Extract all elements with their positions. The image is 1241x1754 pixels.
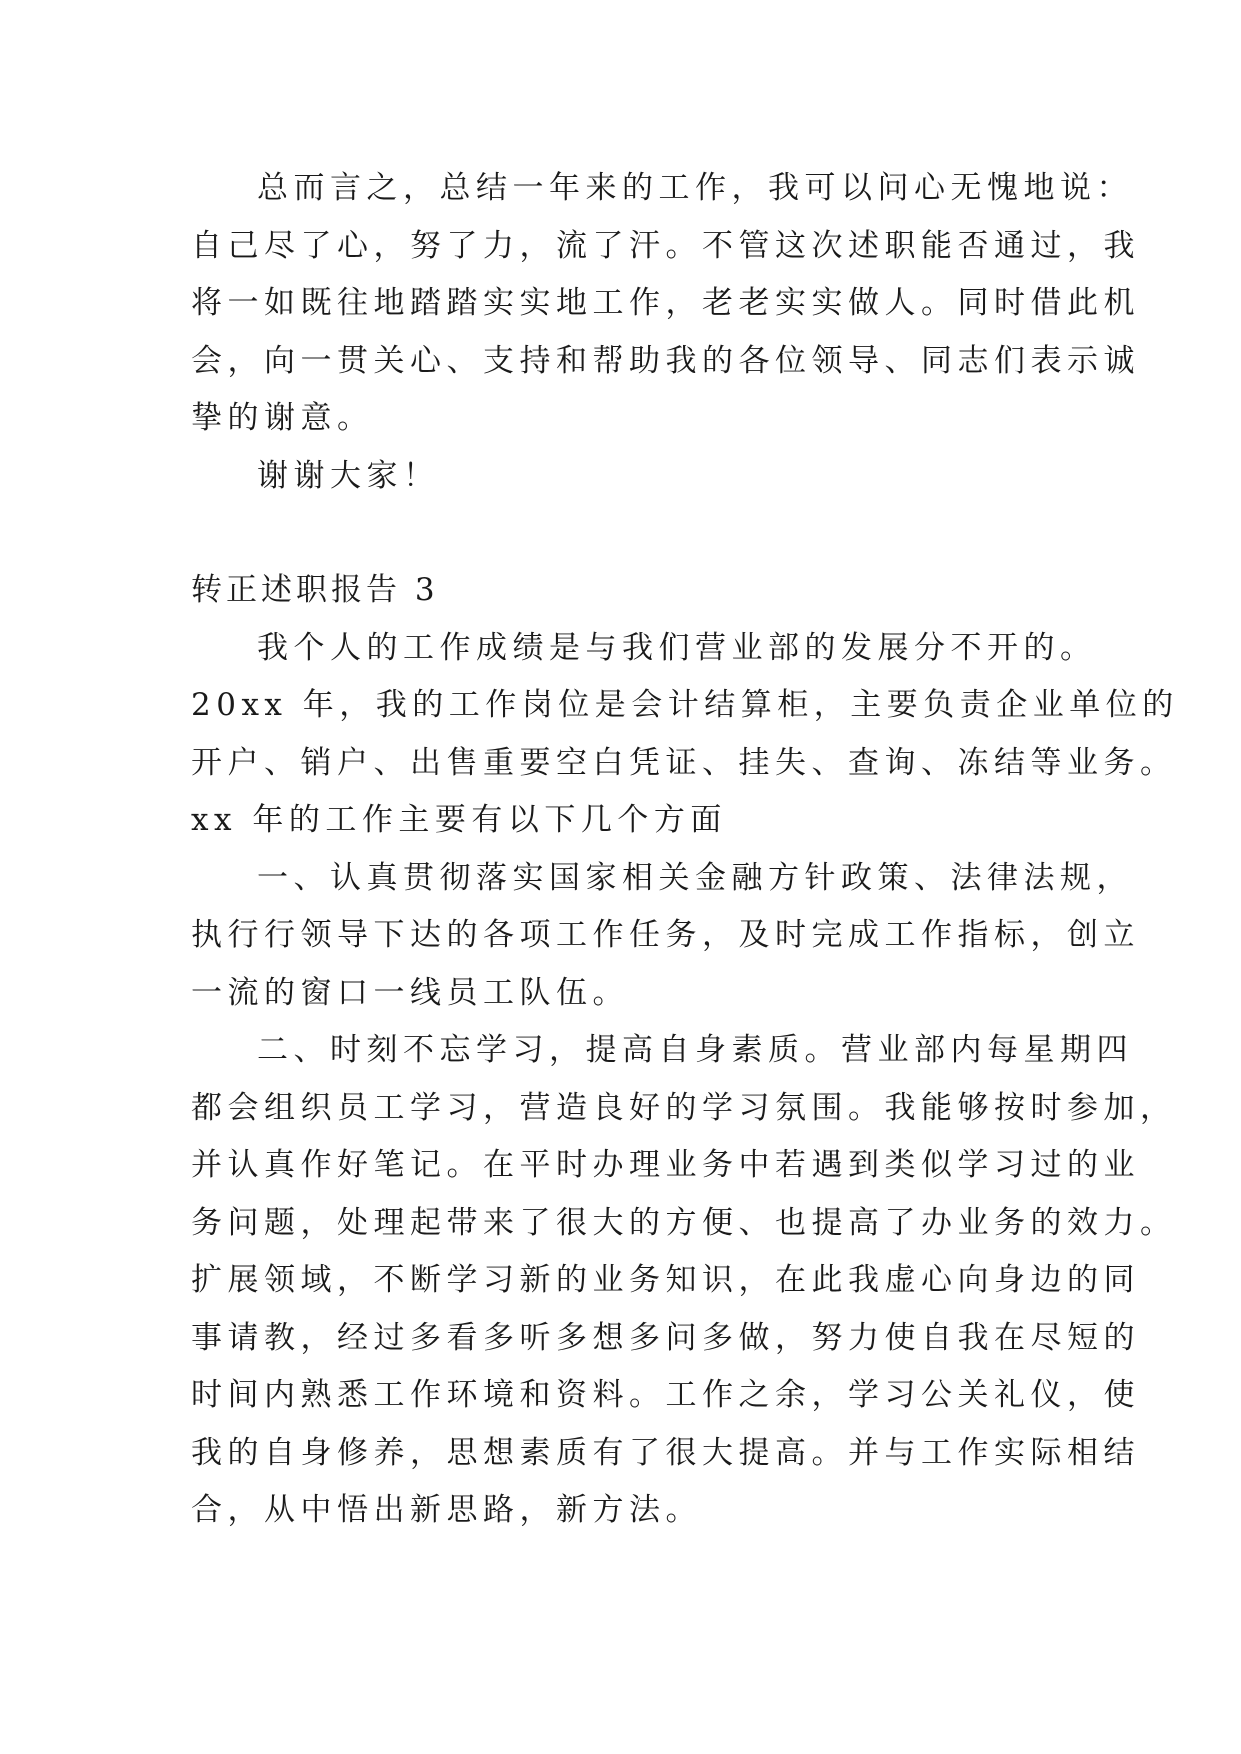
paragraph-conclusion [191,160,1140,448]
paragraph-intro [191,620,1179,850]
text-line: 一流的窗口一线员工队伍。 [191,974,629,1011]
text-line: 并认真作好笔记。在平时办理业务中若遇到类似学习过的业 [191,1147,1140,1183]
text-line: 20xx 年，我的工作岗位是会计结算柜，主要负责企业单位的 [191,687,1179,723]
section-spacer [191,505,1051,562]
text-line: 合，从中悟出新思路，新方法。 [191,1492,702,1528]
text-line: 时间内熟悉工作环境和资料。工作之余，学习公关礼仪，使 [191,1377,1140,1413]
text-line: 一、认真贯彻落实国家相关金融方针政策、法律法规， [257,859,1133,896]
text-line: 自己尽了心，努了力，流了汗。不管这次述职能否通过，我 [191,227,1140,264]
paragraph-point-1 [191,850,1140,1023]
text-line: xx 年的工作主要有以下几个方面 [191,802,727,838]
text-line: 总而言之，总结一年来的工作，我可以问心无愧地说： [257,170,1133,206]
document-body [191,160,1179,1540]
text-line: 我个人的工作成绩是与我们营业部的发展分不开的。 [257,629,1097,666]
text-line: 我的自身修养，思想素质有了很大提高。并与工作实际相结 [191,1434,1140,1471]
paragraph-point-2 [191,1022,1177,1540]
closing-thanks: 谢谢大家！ [257,457,440,494]
text-line: 开户、销户、出售重要空白凭证、挂失、查询、冻结等业务。 [191,744,1177,781]
section-heading: 转正述职报告 3 [191,572,439,608]
text-line: 都会组织员工学习，营造良好的学习氛围。我能够按时参加， [191,1089,1177,1126]
text-line: 会，向一贯关心、支持和帮助我的各位领导、同志们表示诚 [191,342,1140,379]
text-line: 务问题，处理起带来了很大的方便、也提高了办业务的效力。 [191,1204,1177,1241]
text-line: 执行行领导下达的各项工作任务，及时完成工作指标，创立 [191,917,1140,953]
text-line: 将一如既往地踏踏实实地工作，老老实实做人。同时借此机 [191,285,1140,321]
text-line: 挚的谢意。 [191,400,374,436]
text-line: 扩展领域，不断学习新的业务知识，在此我虚心向身边的同 [191,1262,1140,1298]
text-line: 事请教，经过多看多听多想多问多做，努力使自我在尽短的 [191,1319,1140,1356]
text-line: 二、时刻不忘学习，提高自身素质。营业部内每星期四 [257,1032,1133,1068]
